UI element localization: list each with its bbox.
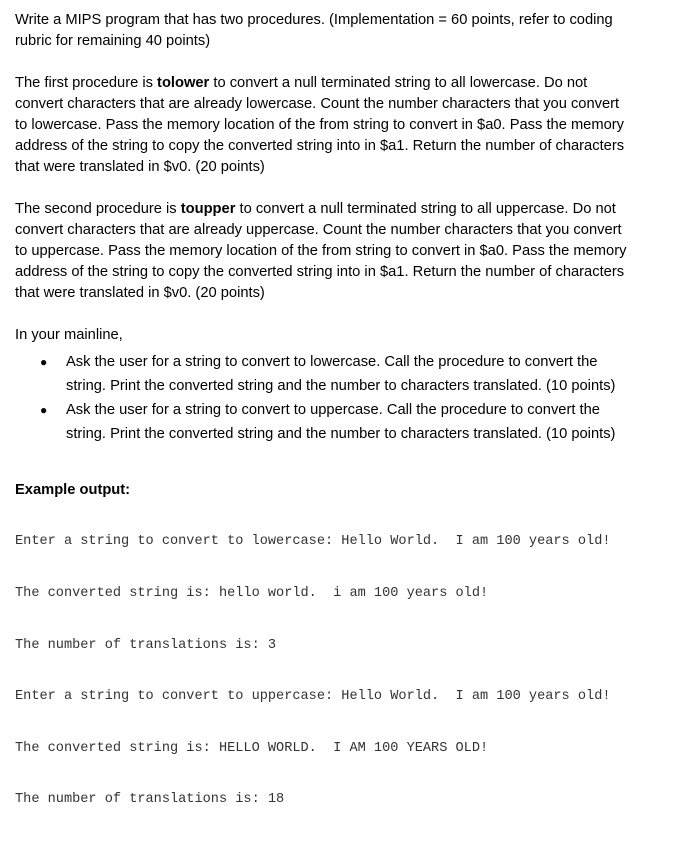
intro-line-1: Write a MIPS program that has two procedures. (Implementation = 60 points, refer to coding [15, 12, 613, 28]
tolower-line-1 [15, 73, 690, 94]
intro-paragraph [15, 10, 690, 52]
console-line: The converted string is: hello world. i am 100 years old! [15, 586, 489, 602]
tolower-lead: The first procedure is [15, 75, 158, 91]
mainline-list [15, 350, 690, 446]
console-line: The number of translations is: 18 [15, 792, 285, 808]
toupper-paragraph [15, 199, 690, 304]
mainline-section [15, 325, 690, 446]
toupper-procedure-name: toupper [180, 201, 236, 217]
tolower-line-2: convert characters that are already lowercase. Count the number characters that you convert [15, 96, 620, 112]
console-line: Enter a string to convert to lowercase: Hello World. I am 100 years old! [15, 534, 611, 550]
toupper-line-5: that were translated in $v0. (20 points) [15, 285, 265, 301]
toupper-line-4: address of the string to copy the converted string into in $a1. Return the number of characters [15, 264, 625, 280]
toupper-line-3: to uppercase. Pass the memory location of the from string to convert in $a0. Pass the memory [15, 243, 627, 259]
tolower-line-1-rest: to convert a null terminated string to all lowercase. Do not [209, 75, 588, 91]
console-line: The converted string is: HELLO WORLD. I AM 100 YEARS OLD! [15, 740, 489, 756]
list-item-line-2: string. Print the converted string and the number to characters translated. (10 points) [66, 378, 616, 394]
list-item [15, 398, 690, 446]
bullet-icon: ● [40, 403, 48, 417]
bullet-icon: ● [40, 355, 48, 369]
toupper-lead: The second procedure is [15, 201, 181, 217]
toupper-line-1 [15, 199, 690, 220]
tolower-line-4: address of the string to copy the converted string into in $a1. Return the number of characters [15, 138, 625, 154]
tolower-line-3: to lowercase. Pass the memory location of the from string to convert in $a0. Pass the memory [15, 117, 624, 133]
tolower-procedure-name: tolower [157, 75, 210, 91]
example-output-heading: Example output: [15, 482, 131, 498]
list-item [15, 350, 690, 398]
assignment-document [15, 10, 690, 843]
intro-line-2: rubric for remaining 40 points) [15, 33, 211, 49]
tolower-paragraph [15, 73, 690, 178]
toupper-line-2: convert characters that are already uppercase. Count the number characters that you convert [15, 222, 622, 238]
toupper-line-1-rest: to convert a null terminated string to all uppercase. Do not [235, 201, 616, 217]
mainline-heading: In your mainline, [15, 327, 123, 343]
list-item-line-1: Ask the user for a string to convert to lowercase. Call the procedure to convert the [66, 354, 598, 370]
example-console-output [15, 499, 690, 843]
list-item-line-1: Ask the user for a string to convert to uppercase. Call the procedure to convert the [66, 402, 600, 418]
list-item-line-2: string. Print the converted string and the number to characters translated. (10 points) [66, 426, 616, 442]
console-line: The number of translations is: 3 [15, 637, 277, 653]
console-line: Enter a string to convert to uppercase: Hello World. I am 100 years old! [15, 689, 611, 705]
example-output-section [15, 482, 690, 843]
tolower-line-5: that were translated in $v0. (20 points) [15, 159, 265, 175]
